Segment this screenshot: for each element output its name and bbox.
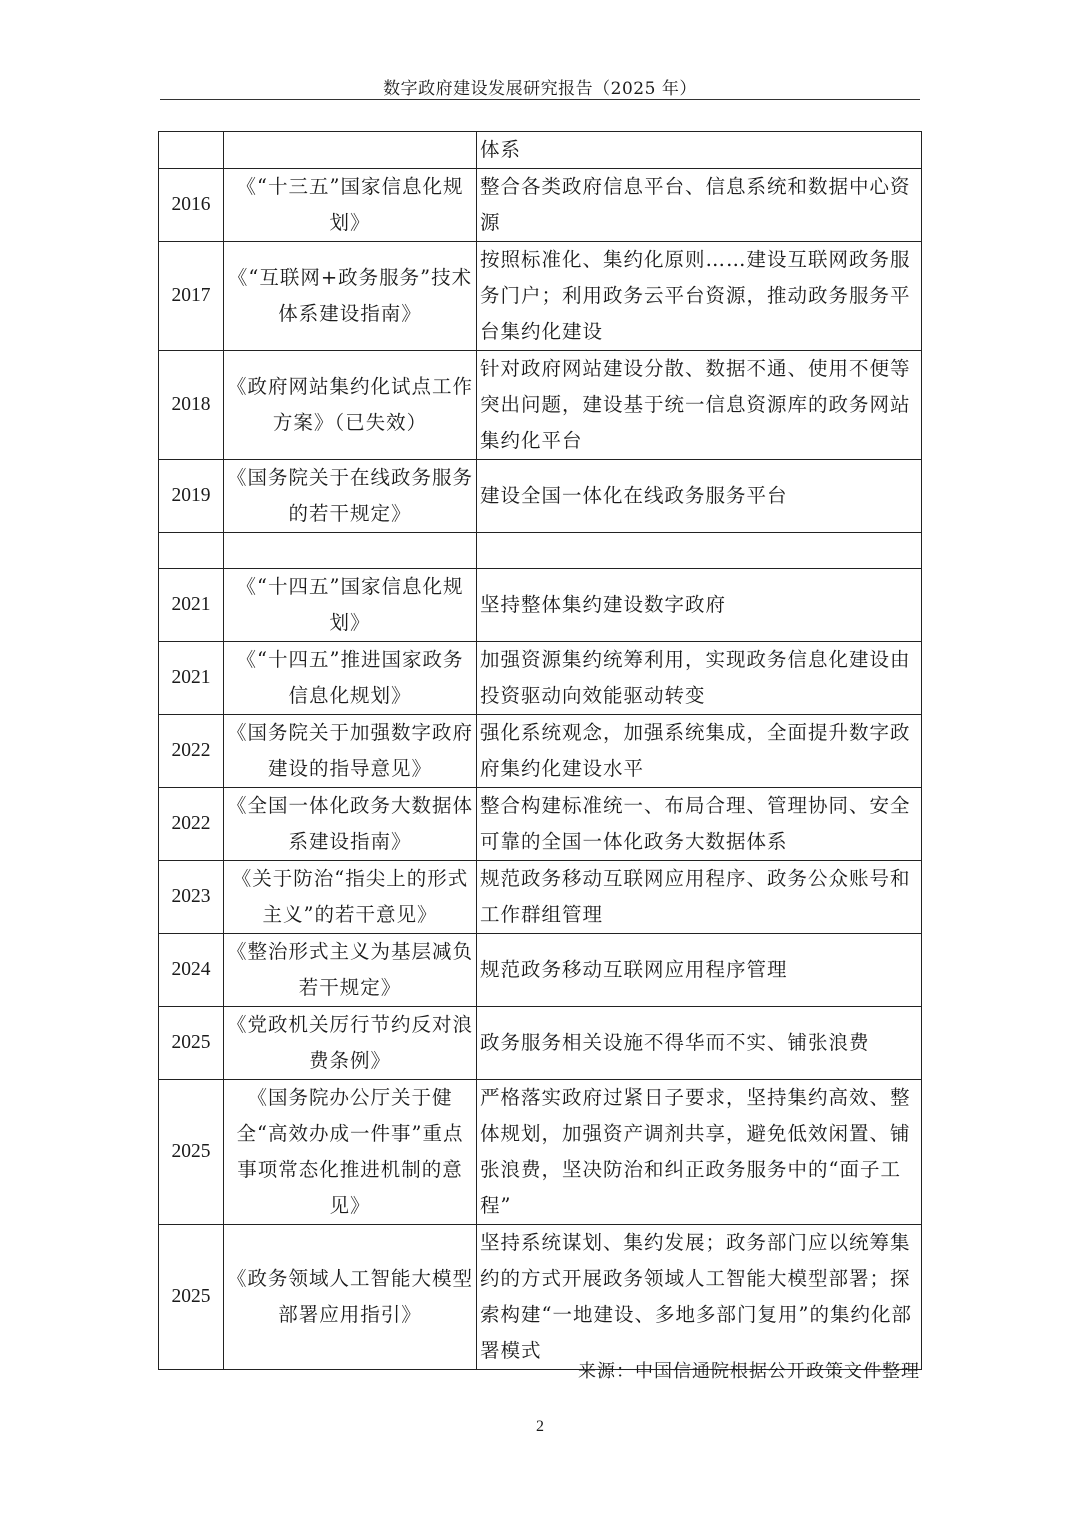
table-row [159, 460, 922, 533]
policy-desc-cell: 针对政府网站建设分散、数据不通、使用不便等突出问题，建设基于统一信息资源库的政务网站集约化平台 [477, 351, 922, 460]
table-row [159, 642, 922, 715]
policy-desc-cell: 整合各类政府信息平台、信息系统和数据中心资源 [477, 169, 922, 242]
policy-title-cell: 《整治形式主义为基层减负若干规定》 [224, 934, 477, 1007]
year-cell: 2017 [159, 242, 224, 351]
policy-title-cell: 《“十四五”国家信息化规划》 [224, 569, 477, 642]
table-row [159, 861, 922, 934]
policy-table [158, 131, 922, 1370]
policy-title-cell: 《“十四五”推进国家政务信息化规划》 [224, 642, 477, 715]
policy-title-cell: 《关于防治“指尖上的形式主义”的若干意见》 [224, 861, 477, 934]
page-number: 2 [536, 1418, 544, 1435]
table-row [159, 242, 922, 351]
year-cell: 2018 [159, 351, 224, 460]
policy-desc-cell: 规范政务移动互联网应用程序管理 [477, 934, 922, 1007]
policy-desc-cell: 强化系统观念，加强系统集成，全面提升数字政府集约化建设水平 [477, 715, 922, 788]
policy-title-cell [224, 533, 477, 569]
policy-desc-cell: 规范政务移动互联网应用程序、政务公众账号和工作群组管理 [477, 861, 922, 934]
policy-desc-cell: 坚持系统谋划、集约发展；政务部门应以统筹集约的方式开展政务领域人工智能大模型部署；探索构建“一地建设、多地多部门复用”的集约化部署模式 [477, 1225, 922, 1370]
policy-desc-cell: 建设全国一体化在线政务服务平台 [477, 460, 922, 533]
source-note: 来源：中国信通院根据公开政策文件整理 [578, 1361, 920, 1382]
year-cell: 2023 [159, 861, 224, 934]
policy-desc-cell: 体系 [477, 132, 922, 169]
running-header: 数字政府建设发展研究报告（2025 年） [383, 79, 697, 99]
year-cell: 2021 [159, 642, 224, 715]
policy-title-cell: 《“十三五”国家信息化规划》 [224, 169, 477, 242]
year-cell: 2025 [159, 1080, 224, 1225]
table-row [159, 533, 922, 569]
year-cell: 2025 [159, 1007, 224, 1080]
policy-title-cell: 《国务院关于在线政务服务的若干规定》 [224, 460, 477, 533]
table-row [159, 934, 922, 1007]
policy-title-cell [224, 132, 477, 169]
year-cell: 2021 [159, 569, 224, 642]
policy-desc-cell: 加强资源集约统筹利用，实现政务信息化建设由投资驱动向效能驱动转变 [477, 642, 922, 715]
policy-desc-cell: 整合构建标准统一、布局合理、管理协同、安全可靠的全国一体化政务大数据体系 [477, 788, 922, 861]
header-rule [160, 99, 920, 100]
policy-desc-cell: 严格落实政府过紧日子要求，坚持集约高效、整体规划，加强资产调剂共享，避免低效闲置、铺张浪费，坚决防治和纠正政务服务中的“面子工程” [477, 1080, 922, 1225]
year-cell: 2022 [159, 788, 224, 861]
policy-desc-cell: 坚持整体集约建设数字政府 [477, 569, 922, 642]
year-cell [159, 533, 224, 569]
year-cell: 2025 [159, 1225, 224, 1370]
policy-title-cell: 《“互联网+政务服务”技术体系建设指南》 [224, 242, 477, 351]
table-row [159, 1080, 922, 1225]
year-cell: 2019 [159, 460, 224, 533]
year-cell [159, 132, 224, 169]
table-row [159, 715, 922, 788]
policy-title-cell: 《党政机关厉行节约反对浪费条例》 [224, 1007, 477, 1080]
table-row [159, 788, 922, 861]
year-cell: 2016 [159, 169, 224, 242]
table-row [159, 1007, 922, 1080]
table-row [159, 351, 922, 460]
table-row [159, 1225, 922, 1370]
year-cell: 2022 [159, 715, 224, 788]
policy-title-cell: 《全国一体化政务大数据体系建设指南》 [224, 788, 477, 861]
table-row [159, 569, 922, 642]
policy-title-cell: 《政务领域人工智能大模型部署应用指引》 [224, 1225, 477, 1370]
policy-title-cell: 《国务院关于加强数字政府建设的指导意见》 [224, 715, 477, 788]
policy-title-cell: 《政府网站集约化试点工作方案》（已失效） [224, 351, 477, 460]
table-row [159, 169, 922, 242]
table-row [159, 132, 922, 169]
policy-desc-cell [477, 533, 922, 569]
policy-desc-cell: 政务服务相关设施不得华而不实、铺张浪费 [477, 1007, 922, 1080]
policy-title-cell: 《国务院办公厅关于健全“高效办成一件事”重点事项常态化推进机制的意见》 [224, 1080, 477, 1225]
year-cell: 2024 [159, 934, 224, 1007]
policy-desc-cell: 按照标准化、集约化原则……建设互联网政务服务门户；利用政务云平台资源，推动政务服务平台集约化建设 [477, 242, 922, 351]
